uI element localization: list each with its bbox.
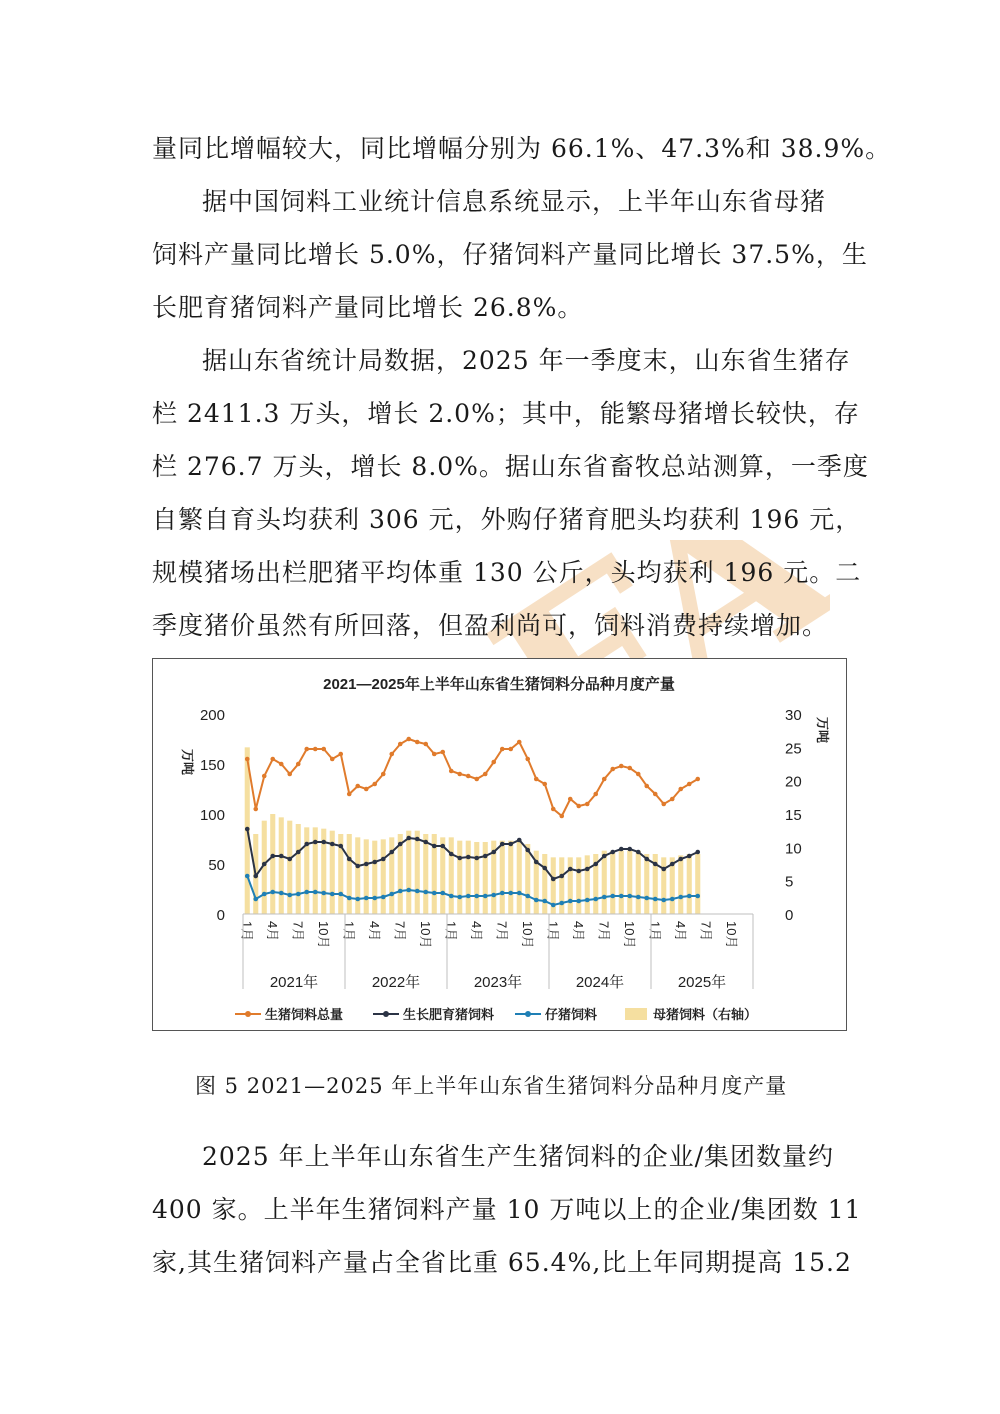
- bar-sow-feed: [576, 857, 581, 914]
- series-point-0: [372, 782, 377, 787]
- series-point-1: [466, 855, 471, 860]
- paragraph-1: [152, 122, 892, 175]
- series-point-1: [534, 860, 539, 865]
- series-point-1: [610, 850, 615, 855]
- text-line: 自繁自育头均获利 306 元，外购仔猪育肥头均获利 196 元，: [152, 505, 862, 534]
- bar-sow-feed: [449, 837, 454, 914]
- series-point-2: [534, 898, 539, 903]
- series-point-1: [525, 848, 530, 853]
- series-point-2: [474, 894, 479, 899]
- series-point-1: [245, 827, 250, 832]
- y2-tick-label: 5: [785, 873, 794, 891]
- series-point-0: [270, 757, 275, 762]
- series-point-1: [321, 840, 326, 845]
- year-label: 2024年: [575, 974, 625, 991]
- y-axis-label: 万吨: [180, 749, 195, 776]
- bar-sow-feed: [415, 831, 420, 914]
- series-point-0: [568, 797, 573, 802]
- y2-tick-label: 30: [785, 707, 802, 724]
- series-point-0: [389, 752, 394, 757]
- series-point-0: [687, 782, 692, 787]
- series-point-1: [491, 850, 496, 855]
- y-tick-label: 150: [199, 757, 225, 774]
- x-tick-label: 7月: [392, 921, 408, 942]
- bar-sow-feed: [279, 817, 284, 914]
- series-point-1: [313, 840, 318, 845]
- x-tick-label: 10月: [723, 921, 739, 949]
- bar-sow-feed: [483, 842, 488, 914]
- y2-tick-label: 25: [785, 740, 802, 758]
- x-tick-label: 4月: [264, 921, 280, 942]
- series-point-0: [474, 777, 479, 782]
- series-point-1: [627, 847, 632, 852]
- series-point-0: [423, 742, 428, 747]
- series-point-0: [534, 777, 539, 782]
- series-point-1: [568, 867, 573, 872]
- series-point-0: [517, 740, 522, 745]
- chart-svg: [153, 659, 846, 1030]
- series-point-1: [474, 856, 479, 861]
- series-point-2: [423, 890, 428, 895]
- series-point-2: [695, 894, 700, 899]
- bar-sow-feed: [500, 841, 505, 914]
- x-tick-label: 7月: [290, 921, 306, 942]
- x-tick-label: 4月: [672, 921, 688, 942]
- y2-tick-label: 0: [785, 907, 794, 924]
- series-point-1: [406, 836, 411, 841]
- chart-title: 2021—2025年上半年山东省生猪饲料分品种月度产量: [323, 676, 675, 693]
- series-point-0: [678, 787, 683, 792]
- series-point-2: [338, 892, 343, 897]
- series-point-2: [670, 897, 675, 902]
- text-line: 季度猪价虽然有所回落，但盈利尚可，饲料消费持续增加。: [152, 611, 829, 640]
- legend-swatch-dot: [383, 1011, 389, 1017]
- bar-sow-feed: [406, 831, 411, 914]
- series-point-1: [304, 842, 309, 847]
- series-point-1: [542, 866, 547, 871]
- figure-caption: 图 5 2021—2025 年上半年山东省生猪饲料分品种月度产量: [195, 1074, 788, 1098]
- series-point-0: [313, 747, 318, 752]
- bar-sow-feed: [644, 854, 649, 914]
- series-point-0: [491, 760, 496, 765]
- series-point-2: [389, 892, 394, 897]
- text-line: 据中国饲料工业统计信息系统显示，上半年山东省母猪: [202, 187, 827, 216]
- x-tick-label: 10月: [621, 921, 637, 949]
- series-point-0: [653, 792, 658, 797]
- series-point-0: [466, 774, 471, 779]
- text-line: 长肥育猪饲料产量同比增长 26.8%。: [152, 293, 584, 322]
- series-point-2: [245, 874, 250, 879]
- series-point-2: [687, 894, 692, 899]
- legend-swatch-dot: [245, 1011, 251, 1017]
- bar-sow-feed: [517, 841, 522, 914]
- series-point-2: [483, 894, 488, 899]
- series-point-2: [296, 892, 301, 897]
- text-line: 栏 2411.3 万头，增长 2.0%；其中，能繁母猪增长较快，存: [152, 399, 860, 428]
- series-point-2: [304, 890, 309, 895]
- text-line: 栏 276.7 万头，增长 8.0%。据山东省畜牧总站测算，一季度: [152, 452, 869, 481]
- bar-sow-feed: [525, 844, 530, 914]
- bar-sow-feed: [568, 857, 573, 914]
- series-point-1: [440, 844, 445, 849]
- series-point-1: [457, 856, 462, 861]
- series-point-0: [253, 807, 258, 812]
- series-point-0: [695, 777, 700, 782]
- series-point-0: [636, 772, 641, 777]
- x-tick-label: 10月: [417, 921, 433, 949]
- bar-sow-feed: [347, 834, 352, 914]
- x-tick-label: 7月: [698, 921, 714, 942]
- series-point-0: [670, 797, 675, 802]
- series-point-2: [432, 891, 437, 896]
- x-tick-label: 1月: [239, 921, 255, 942]
- x-tick-label: 1月: [545, 921, 561, 942]
- series-point-1: [415, 837, 420, 842]
- legend-label: 仔猪饲料: [545, 1007, 598, 1022]
- text-line: 据山东省统计局数据，2025 年一季度末，山东省生猪存: [202, 346, 851, 375]
- x-tick-label: 7月: [494, 921, 510, 942]
- series-point-2: [440, 891, 445, 896]
- series-point-0: [619, 764, 624, 769]
- series-point-1: [653, 862, 658, 867]
- bar-sow-feed: [304, 827, 309, 914]
- series-point-2: [279, 891, 284, 896]
- series-point-0: [287, 772, 292, 777]
- series-point-2: [559, 901, 564, 906]
- year-label: 2023年: [473, 974, 523, 991]
- series-point-2: [517, 891, 522, 896]
- bar-sow-feed: [542, 854, 547, 914]
- bar-sow-feed: [602, 851, 607, 914]
- series-point-0: [355, 784, 360, 789]
- series-point-1: [585, 867, 590, 872]
- series-point-1: [449, 852, 454, 857]
- series-point-0: [296, 762, 301, 767]
- bar-sow-feed: [457, 841, 462, 914]
- series-point-2: [313, 890, 318, 895]
- series-point-0: [415, 740, 420, 745]
- series-point-2: [372, 896, 377, 901]
- series-point-0: [551, 807, 556, 812]
- series-point-2: [491, 893, 496, 898]
- legend-swatch-bar: [625, 1008, 647, 1020]
- series-point-1: [670, 862, 675, 867]
- series-point-0: [602, 777, 607, 782]
- bar-sow-feed: [364, 839, 369, 914]
- series-point-2: [364, 896, 369, 901]
- bar-sow-feed: [381, 839, 386, 914]
- series-point-2: [585, 898, 590, 903]
- series-point-0: [576, 804, 581, 809]
- series-point-2: [398, 889, 403, 894]
- x-tick-label: 1月: [341, 921, 357, 942]
- series-point-2: [270, 890, 275, 895]
- series-point-0: [440, 750, 445, 755]
- bar-sow-feed: [619, 851, 624, 914]
- series-point-0: [627, 766, 632, 771]
- year-label: 2025年: [677, 974, 727, 991]
- y2-tick-label: 20: [785, 773, 802, 791]
- year-label: 2022年: [371, 974, 421, 991]
- series-point-0: [338, 752, 343, 757]
- series-point-1: [270, 854, 275, 859]
- series-point-0: [304, 747, 309, 752]
- series-point-1: [695, 850, 700, 855]
- bar-sow-feed: [559, 857, 564, 914]
- legend-label: 母猪饲料（右轴）: [653, 1007, 758, 1022]
- series-point-2: [627, 894, 632, 899]
- text-line: 400 家。上半年生猪饲料产量 10 万吨以上的企业/集团数 11: [152, 1195, 862, 1224]
- series-point-0: [406, 737, 411, 742]
- series-point-2: [347, 896, 352, 901]
- series-point-1: [423, 840, 428, 845]
- paragraph-4: [152, 1130, 862, 1289]
- series-point-2: [457, 895, 462, 900]
- series-point-1: [644, 857, 649, 862]
- series-point-0: [347, 792, 352, 797]
- series-point-1: [372, 860, 377, 865]
- text-line: 饲料产量同比增长 5.0%，仔猪饲料产量同比增长 37.5%，生: [152, 240, 868, 269]
- y2-tick-label: 15: [785, 807, 802, 824]
- series-point-2: [542, 899, 547, 904]
- series-point-0: [525, 757, 530, 762]
- series-point-0: [661, 802, 666, 807]
- bar-sow-feed: [627, 851, 632, 914]
- bar-sow-feed: [296, 824, 301, 914]
- series-point-1: [576, 869, 581, 874]
- series-point-1: [330, 842, 335, 847]
- bar-sow-feed: [466, 841, 471, 914]
- series-point-1: [602, 854, 607, 859]
- bar-sow-feed: [287, 821, 292, 914]
- series-point-2: [653, 897, 658, 902]
- series-point-2: [449, 894, 454, 899]
- paragraph-3: [152, 334, 869, 652]
- series-point-1: [687, 854, 692, 859]
- x-tick-label: 7月: [596, 921, 612, 942]
- series-point-2: [406, 888, 411, 893]
- paragraph-2: [152, 175, 868, 334]
- bar-sow-feed: [678, 855, 683, 914]
- bar-sow-feed: [423, 834, 428, 914]
- series-point-1: [559, 874, 564, 879]
- series-point-1: [432, 844, 437, 849]
- series-point-2: [253, 897, 258, 902]
- series-point-0: [500, 747, 505, 752]
- year-label: 2021年: [269, 974, 319, 991]
- x-tick-label: 1月: [443, 921, 459, 942]
- series-point-2: [661, 898, 666, 903]
- y2-tick-label: 10: [785, 840, 802, 858]
- series-point-2: [508, 891, 513, 896]
- legend-swatch-dot: [525, 1011, 531, 1017]
- series-point-1: [636, 850, 641, 855]
- series-point-2: [593, 897, 598, 902]
- text-line: 规模猪场出栏肥猪平均体重 130 公斤，头均获利 196 元。二: [152, 558, 862, 587]
- y-tick-label: 200: [199, 707, 225, 724]
- series-point-2: [355, 897, 360, 902]
- series-point-1: [398, 842, 403, 847]
- series-point-2: [321, 891, 326, 896]
- y2-axis-label: 万吨: [815, 717, 830, 744]
- bar-sow-feed: [270, 814, 275, 914]
- series-point-0: [542, 782, 547, 787]
- series-point-2: [576, 899, 581, 904]
- bar-sow-feed: [610, 851, 615, 914]
- series-point-1: [508, 842, 513, 847]
- x-tick-label: 10月: [519, 921, 535, 949]
- bar-sow-feed: [474, 842, 479, 914]
- series-point-2: [466, 894, 471, 899]
- bar-sow-feed: [695, 854, 700, 914]
- series-point-0: [585, 802, 590, 807]
- series-point-1: [355, 864, 360, 869]
- bar-sow-feed: [636, 851, 641, 914]
- y-tick-label: 50: [208, 857, 225, 874]
- series-point-2: [415, 889, 420, 894]
- series-point-0: [330, 757, 335, 762]
- series-point-2: [602, 895, 607, 900]
- series-point-2: [262, 892, 267, 897]
- y-tick-label: 0: [216, 907, 225, 924]
- series-point-1: [364, 862, 369, 867]
- series-point-0: [262, 774, 267, 779]
- x-tick-label: 10月: [315, 921, 331, 949]
- bar-sow-feed: [508, 841, 513, 914]
- series-point-0: [364, 787, 369, 792]
- series-point-2: [500, 891, 505, 896]
- series-point-0: [559, 814, 564, 819]
- series-point-1: [381, 857, 386, 862]
- chart-figure: [152, 658, 847, 1031]
- x-tick-label: 4月: [468, 921, 484, 942]
- legend-label: 生猪饲料总量: [265, 1007, 344, 1022]
- series-point-1: [287, 857, 292, 862]
- series-point-0: [449, 769, 454, 774]
- text-line: 家,其生猪饲料产量占全省比重 65.4%,比上年同期提高 15.2: [152, 1248, 852, 1277]
- series-point-2: [644, 896, 649, 901]
- series-point-0: [483, 772, 488, 777]
- series-point-2: [636, 895, 641, 900]
- series-point-1: [593, 862, 598, 867]
- series-point-0: [593, 792, 598, 797]
- series-point-0: [245, 757, 250, 762]
- series-point-1: [500, 842, 505, 847]
- text-line: 2025 年上半年山东省生产生猪饲料的企业/集团数量约: [202, 1142, 834, 1171]
- series-point-1: [389, 850, 394, 855]
- series-point-2: [287, 893, 292, 898]
- bar-sow-feed: [355, 837, 360, 914]
- bar-sow-feed: [389, 837, 394, 914]
- series-point-2: [610, 894, 615, 899]
- series-point-0: [610, 767, 615, 772]
- series-point-1: [661, 867, 666, 872]
- series-point-0: [508, 747, 513, 752]
- series-point-2: [525, 894, 530, 899]
- series-point-1: [678, 857, 683, 862]
- bar-sow-feed: [687, 854, 692, 914]
- series-point-0: [381, 772, 386, 777]
- series-point-1: [279, 854, 284, 859]
- series-point-1: [619, 847, 624, 852]
- series-point-2: [551, 903, 556, 908]
- series-point-1: [253, 874, 258, 879]
- series-point-2: [568, 899, 573, 904]
- series-point-2: [619, 894, 624, 899]
- series-point-0: [457, 772, 462, 777]
- series-point-1: [483, 854, 488, 859]
- series-point-0: [279, 762, 284, 767]
- text-line: 量同比增幅较大，同比增幅分别为 66.1%、47.3%和 38.9%。: [152, 134, 892, 163]
- series-point-1: [262, 862, 267, 867]
- series-point-2: [330, 892, 335, 897]
- y-tick-label: 100: [199, 807, 225, 824]
- series-point-1: [296, 850, 301, 855]
- series-point-0: [644, 784, 649, 789]
- bar-sow-feed: [372, 841, 377, 914]
- series-point-0: [398, 742, 403, 747]
- x-tick-label: 4月: [366, 921, 382, 942]
- series-point-2: [381, 895, 386, 900]
- series-point-1: [551, 877, 556, 882]
- series-point-0: [321, 747, 326, 752]
- series-point-1: [517, 838, 522, 843]
- x-tick-label: 4月: [570, 921, 586, 942]
- bar-sow-feed: [661, 857, 666, 914]
- x-tick-label: 1月: [647, 921, 663, 942]
- legend-label: 生长肥育猪饲料: [403, 1007, 495, 1022]
- bar-sow-feed: [585, 855, 590, 914]
- series-point-0: [432, 752, 437, 757]
- series-point-2: [678, 895, 683, 900]
- series-point-1: [338, 844, 343, 849]
- series-point-1: [347, 857, 352, 862]
